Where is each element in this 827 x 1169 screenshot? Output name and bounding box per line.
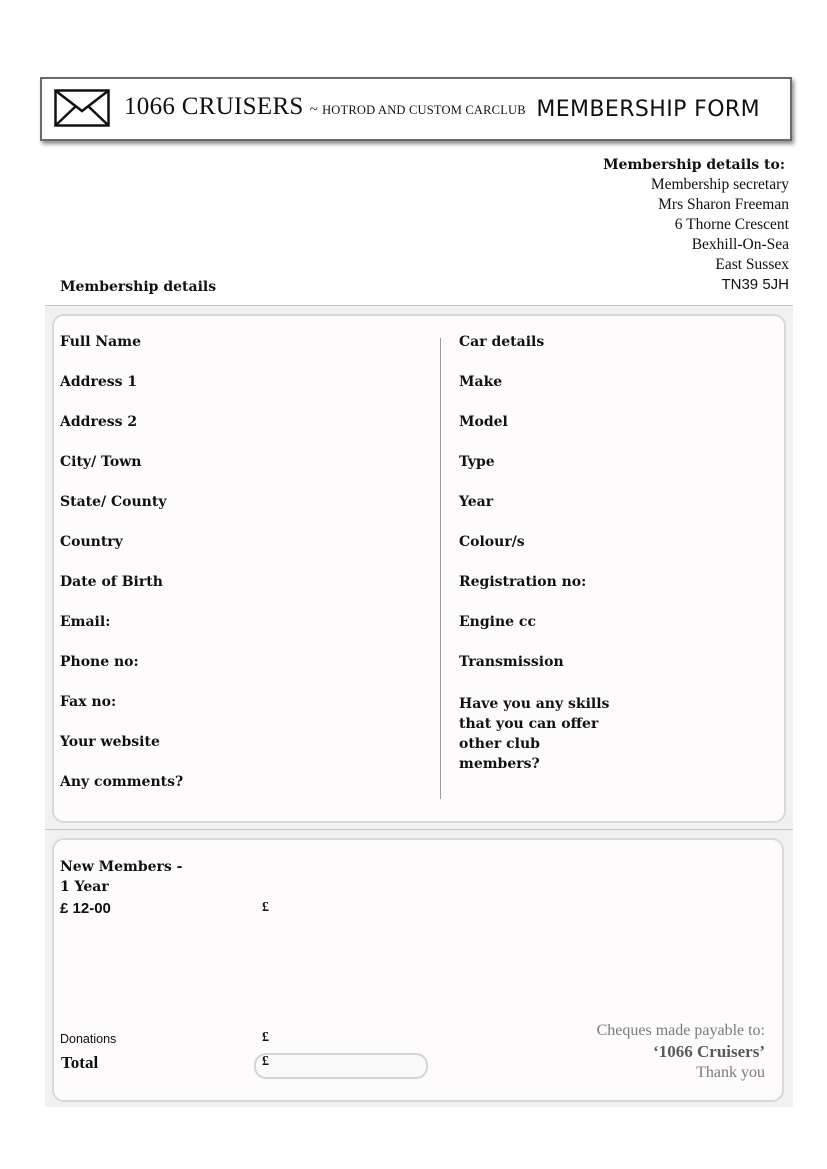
club-name [124,93,526,121]
registration-field[interactable]: Registration no: [459,574,587,590]
comments-field[interactable]: Any comments? [60,774,184,790]
thank-you: Thank you [696,1064,765,1081]
form-title: MEMBERSHIP FORM [536,97,760,122]
email-field[interactable]: Email: [60,614,111,630]
membership-price: £ 12-00 [60,900,111,917]
city-field[interactable]: City/ Town [60,454,142,470]
club-name-text: 1066 CRUISERS [124,93,304,120]
membership-amount-field[interactable]: £ [262,900,269,915]
model-field[interactable]: Model [459,414,508,430]
car-details-heading: Car details [459,334,545,350]
address1-field[interactable]: Address 1 [60,374,138,390]
make-field[interactable]: Make [459,374,503,390]
cheques-label: Cheques made payable to: [596,1022,765,1039]
address-line: Mrs Sharon Freeman [658,196,789,213]
column-divider [440,338,441,799]
address-line: Bexhill-On-Sea [691,236,789,253]
transmission-field[interactable]: Transmission [459,654,564,670]
address-block [603,155,789,295]
new-members-label [60,857,183,897]
address-line: Membership secretary [650,176,789,193]
address-line: 6 Thorne Crescent [674,216,789,233]
donations-label: Donations [60,1032,117,1046]
total-currency: £ [262,1054,269,1069]
cheques-note [597,1020,765,1083]
donation-amount-field[interactable]: £ [262,1030,269,1045]
payee-name: ‘1066 Cruisers’ [653,1042,765,1061]
full-name-field[interactable]: Full Name [60,334,141,350]
engine-field[interactable]: Engine cc [459,614,536,630]
duration-text: 1 Year [60,879,109,895]
club-subtitle: HOTROD AND CUSTOM CARCLUB [322,103,526,117]
phone-field[interactable]: Phone no: [60,654,139,670]
total-label: Total [61,1053,99,1072]
county-field[interactable]: State/ County [60,494,167,510]
total-input[interactable] [254,1053,428,1079]
postcode: TN39 5JH [721,276,789,293]
country-field[interactable]: Country [60,534,123,550]
fax-field[interactable]: Fax no: [60,694,117,710]
year-field[interactable]: Year [459,494,494,510]
header-banner [40,77,792,141]
address-heading: Membership details to: [603,157,785,173]
address-line: East Sussex [715,256,789,273]
details-panel [52,314,786,823]
new-members-text: New Members - [60,859,183,875]
envelope-icon [54,89,110,127]
colour-field[interactable]: Colour/s [459,534,525,550]
website-field[interactable]: Your website [60,734,160,750]
section-title: Membership details [60,279,217,295]
address2-field[interactable]: Address 2 [60,414,138,430]
skills-field[interactable]: Have you any skills that you can offer other club members? [459,696,610,772]
type-field[interactable]: Type [459,454,495,470]
dob-field[interactable]: Date of Birth [60,574,163,590]
tilde: ~ [309,102,319,118]
